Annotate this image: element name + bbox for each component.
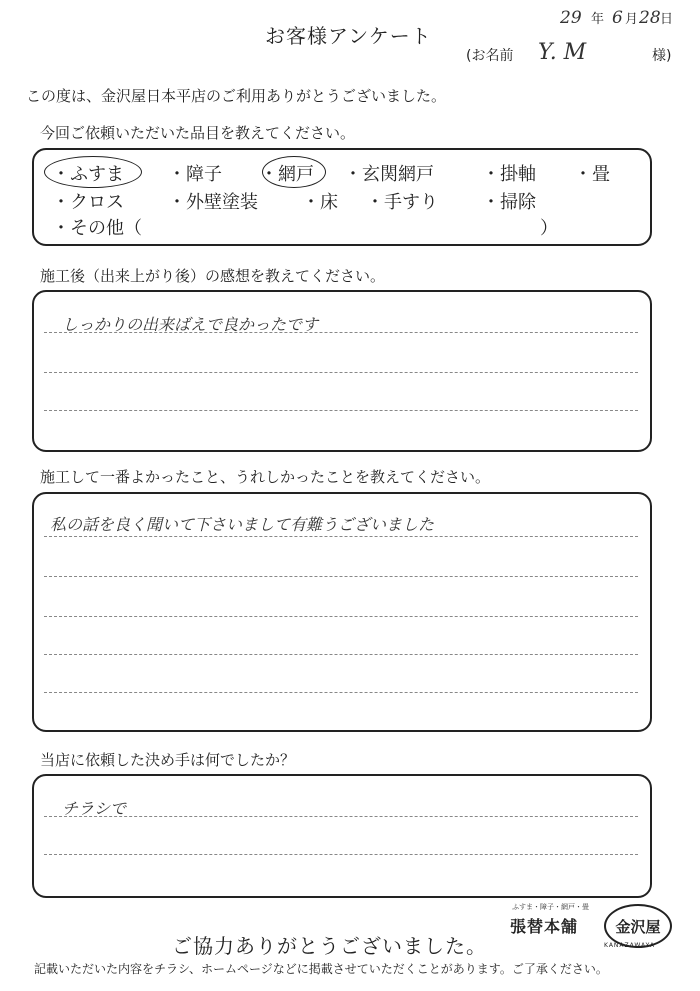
answer-3: 私の話を良く聞いて下さいまして有難うございました	[50, 515, 435, 534]
answer-2: しっかりの出来ばえで良かったです	[62, 315, 319, 334]
dotted-line	[44, 576, 638, 577]
item-tatami[interactable]: ・畳	[574, 164, 610, 185]
dotted-line	[44, 854, 638, 855]
notice-text: 記載いただいた内容をチラシ、ホームページなどに掲載させていただくことがあります。ご了承ください。	[34, 962, 608, 976]
dotted-line	[44, 332, 638, 333]
question-3: 施工して一番よかったこと、うれしかったことを教えてください。	[40, 468, 491, 486]
date-day-unit: 日	[660, 12, 674, 27]
logo-badge: 金沢屋	[604, 904, 672, 948]
question-1: 今回ご依頼いただいた品目を教えてください。	[40, 124, 356, 142]
dotted-line	[44, 410, 638, 411]
logo-sub-text: KANAZAWAYA	[604, 942, 655, 949]
question-4: 当店に依頼した決め手は何でしたか？	[40, 751, 296, 769]
dotted-line	[44, 816, 638, 817]
item-amido[interactable]: ・網戸	[260, 164, 314, 185]
dotted-line	[44, 536, 638, 537]
name-suffix: 様)	[652, 48, 672, 64]
logo-tagline: ふすま・障子・網戸・畳	[512, 903, 589, 911]
page-title: お客様アンケート	[265, 24, 432, 48]
date-month: 6	[612, 8, 623, 28]
item-fusuma[interactable]: ・ふすま	[52, 164, 124, 185]
items-box	[32, 148, 652, 246]
answer-box-2	[32, 290, 652, 452]
thanks-text: ご協力ありがとうございました。	[172, 934, 487, 958]
date-year-unit: 年	[591, 12, 605, 27]
intro-text: この度は、金沢屋日本平店のご利用ありがとうございました。	[26, 87, 447, 105]
item-tesuri[interactable]: ・手すり	[366, 192, 438, 213]
logo-main-text: 張替本舗	[510, 917, 579, 936]
item-genkan-amido[interactable]: ・玄関網戸	[344, 164, 434, 185]
item-cloth[interactable]: ・クロス	[52, 192, 124, 213]
date-month-unit: 月	[625, 12, 639, 27]
item-souji[interactable]: ・掃除	[482, 192, 536, 213]
dotted-line	[44, 654, 638, 655]
date-year: 29	[560, 8, 582, 28]
answer-4: チラシで	[62, 799, 127, 818]
dotted-line	[44, 692, 638, 693]
question-2: 施工後（出来上がり後）の感想を教えてください。	[40, 267, 386, 285]
item-gaiheki[interactable]: ・外壁塗装	[168, 192, 258, 213]
brand-logo	[508, 900, 678, 950]
answer-box-3	[32, 492, 652, 732]
item-kakejiku[interactable]: ・掛軸	[482, 164, 536, 185]
date-day: 28	[639, 8, 661, 28]
answer-box-4	[32, 774, 652, 898]
item-other[interactable]: ・その他（	[52, 218, 142, 239]
item-other-close: ）	[540, 218, 558, 239]
name-value: Y. M	[538, 40, 587, 65]
name-label: (お名前	[466, 48, 514, 64]
item-shoji[interactable]: ・障子	[168, 164, 222, 185]
dotted-line	[44, 616, 638, 617]
item-yuka[interactable]: ・床	[302, 192, 338, 213]
dotted-line	[44, 372, 638, 373]
